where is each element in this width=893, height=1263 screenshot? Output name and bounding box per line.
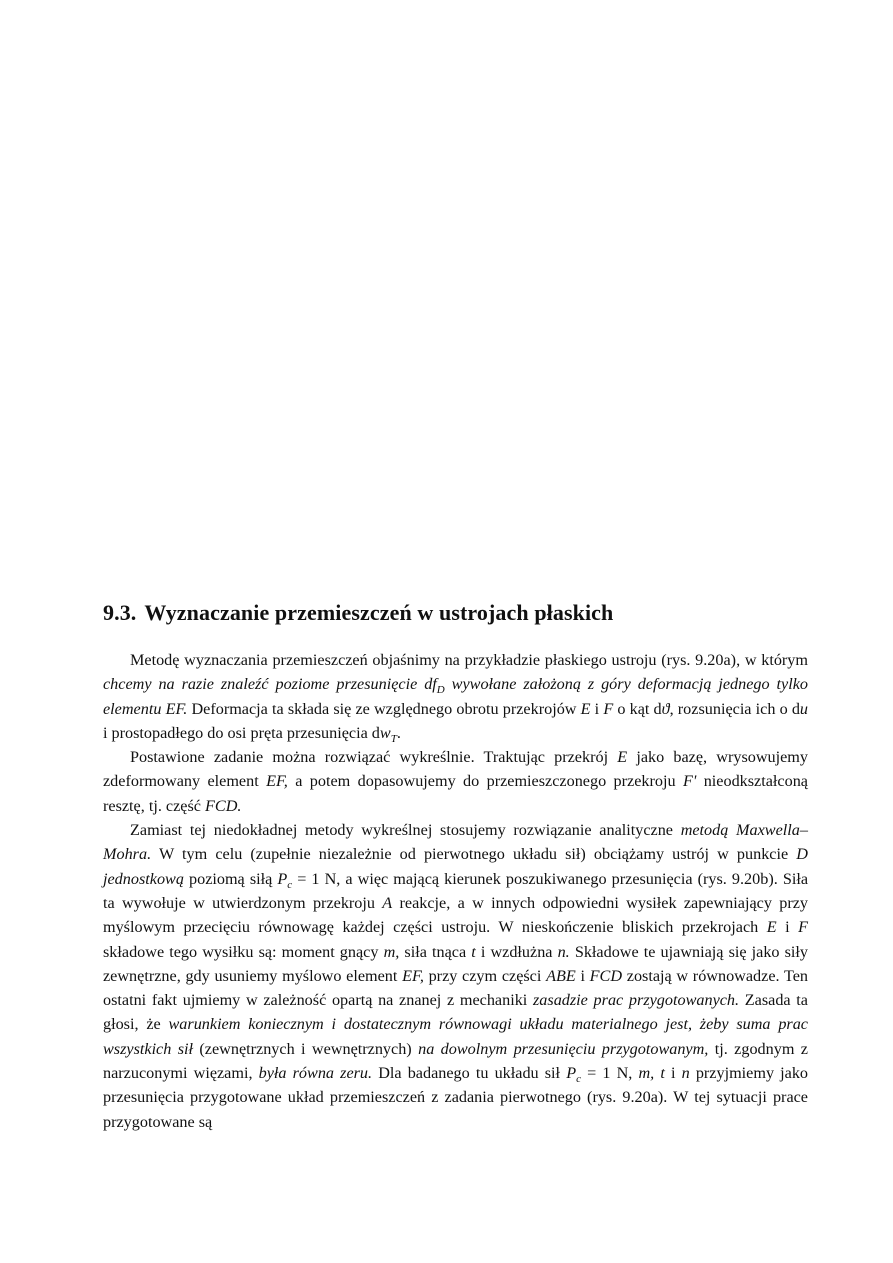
section-number: 9.3. bbox=[103, 600, 137, 625]
paragraph-segment: FCD bbox=[589, 966, 623, 985]
paragraph-segment: Postawione zadanie można rozwiązać wykreślnie. Traktując przekrój bbox=[130, 748, 618, 767]
paragraph-segment: E bbox=[766, 918, 777, 937]
paragraph-segment: f bbox=[432, 675, 437, 694]
paragraph-segment: i bbox=[575, 966, 590, 985]
paragraph-segment: zasadzie prac przygotowanych. bbox=[533, 991, 740, 1010]
paragraph-segment: i bbox=[776, 918, 799, 937]
paragraph-segment: EF, bbox=[266, 772, 288, 791]
paragraph-segment: . bbox=[396, 723, 401, 742]
paragraph-segment: W tym celu (zupełnie niezależnie od pierwotnego układu sił) obciążamy ustrój w punkcie bbox=[151, 845, 797, 864]
body-text bbox=[103, 648, 808, 1134]
paragraph-segment: nieodkształconą resztę, tj. część bbox=[103, 772, 808, 815]
paragraph-segment: Zamiast tej niedokładnej metody wykreślnej stosujemy rozwiązanie analityczne bbox=[130, 821, 681, 840]
paragraph-segment: F' bbox=[682, 772, 697, 791]
paragraph-segment: t bbox=[471, 942, 476, 961]
paragraph-segment: warunkiem koniecznym i dostatecznym równowagi układu materialnego jest, żeby suma prac wszystkich sił bbox=[103, 1015, 808, 1058]
paragraph-segment: poziomą siłą bbox=[183, 869, 278, 888]
paragraph-segment: (zewnętrznych i wewnętrznych) bbox=[193, 1039, 419, 1058]
paragraph-segment: P bbox=[277, 869, 288, 888]
paragraph-segment: a potem dopasowujemy do przemieszczonego przekroju bbox=[287, 772, 683, 791]
paragraph-segment: FCD. bbox=[205, 796, 242, 815]
paragraph-segment: Deformacja ta składa się ze względnego obrotu przekrojów bbox=[187, 699, 581, 718]
section-title: Wyznaczanie przemieszczeń w ustrojach płaskich bbox=[144, 600, 614, 625]
paragraph-segment: ABE bbox=[546, 966, 576, 985]
paragraph-segment: była równa zeru. bbox=[258, 1064, 373, 1083]
paragraph-segment: i bbox=[664, 1064, 682, 1083]
paragraph-p1 bbox=[103, 648, 808, 745]
paragraph-segment: chcemy na razie znaleźć poziome przesunięcie d bbox=[103, 675, 433, 694]
paragraph-segment: przy czym części bbox=[423, 966, 547, 985]
paragraph-segment: T bbox=[390, 733, 397, 746]
paragraph-segment: c bbox=[287, 878, 293, 891]
paragraph-segment: składowe tego wysiłku są: moment gnący bbox=[103, 942, 384, 961]
paragraph-segment: m, t bbox=[638, 1064, 665, 1083]
paragraph-segment: tj. zgodnym z narzuconymi więzami, bbox=[103, 1039, 808, 1083]
paragraph-segment: D bbox=[436, 684, 445, 697]
paragraph-segment: E bbox=[617, 748, 628, 767]
paragraph-segment: D jednostkową bbox=[103, 845, 808, 888]
paragraph-segment: Składowe te ujawniają się jako siły zewnętrzne, gdy usuniemy myślowo element bbox=[103, 942, 809, 985]
paragraph-segment: = 1 N, bbox=[580, 1064, 639, 1083]
paragraph-segment: F bbox=[603, 699, 614, 718]
paragraph-segment: wywołane założoną z góry deformacją jednego tylko elementu EF. bbox=[103, 675, 808, 718]
paragraph-segment: reakcje, a w innych odpowiedni wysiłek zapewniający przy myślowym przecięciu równowagę każdej części ustroju. W nieskończenie bliskich przekrojach bbox=[103, 893, 808, 937]
paragraph-segment: Metodę wyznaczania przemieszczeń objaśnimy na przykładzie płaskiego ustroju (rys. 9.20a), w którym bbox=[130, 651, 808, 669]
paragraph-segment: jako bazę, wrysowujemy zdeformowany element bbox=[103, 748, 808, 791]
paragraph-segment: na dowolnym przesunięciu przygotowanym, bbox=[418, 1039, 709, 1058]
paragraph-segment: i bbox=[590, 699, 604, 718]
paragraph-segment: P bbox=[566, 1064, 577, 1083]
paragraph-segment: , rozsunięcia ich o d bbox=[669, 699, 800, 718]
paragraph-segment: w bbox=[379, 723, 391, 742]
paragraph-segment: u bbox=[799, 699, 809, 718]
paragraph-p3 bbox=[103, 818, 808, 1134]
paragraph-segment: i prostopadłego do osi pręta przesunięcia d bbox=[103, 723, 380, 742]
section-heading bbox=[103, 599, 803, 627]
paragraph-segment: i wzdłużna bbox=[475, 942, 558, 961]
paragraph-segment: ϑ bbox=[661, 699, 670, 718]
paragraph-segment: metodą Maxwella–Mohra. bbox=[103, 821, 808, 864]
paragraph-segment: A bbox=[382, 893, 393, 912]
paragraph-segment: EF, bbox=[402, 966, 424, 985]
paragraph-segment: E bbox=[580, 699, 591, 718]
paragraph-segment: o kąt d bbox=[613, 699, 662, 718]
paragraph-p2 bbox=[103, 745, 808, 818]
paragraph-segment: Zasada ta głosi, że bbox=[103, 991, 808, 1034]
paragraph-segment: przyjmiemy jako przesunięcia przygotowane układ przemieszczeń z zadania pierwotnego (rys. 9.20a). W tej sytuacji prace przygotowane są bbox=[103, 1064, 809, 1131]
paragraph-segment: siła tnąca bbox=[399, 942, 472, 961]
paragraph-segment: Dla badanego tu układu sił bbox=[372, 1064, 567, 1083]
paragraph-segment: n bbox=[681, 1064, 690, 1083]
paragraph-segment: zostają w równowadze. Ten ostatni fakt ujmiemy w zależność opartą na znanej z mechaniki bbox=[103, 966, 809, 1010]
paragraph-segment: c bbox=[576, 1073, 581, 1086]
paragraph-segment: = 1 N, a więc mającą kierunek poszukiwanego przesunięcia (rys. 9.20b). Siła ta wywołuje w utwierdzonym przekroju bbox=[103, 869, 809, 912]
paragraph-segment: F bbox=[798, 918, 808, 937]
paragraph-segment: m, bbox=[383, 942, 400, 961]
paragraph-segment: n. bbox=[557, 942, 570, 961]
